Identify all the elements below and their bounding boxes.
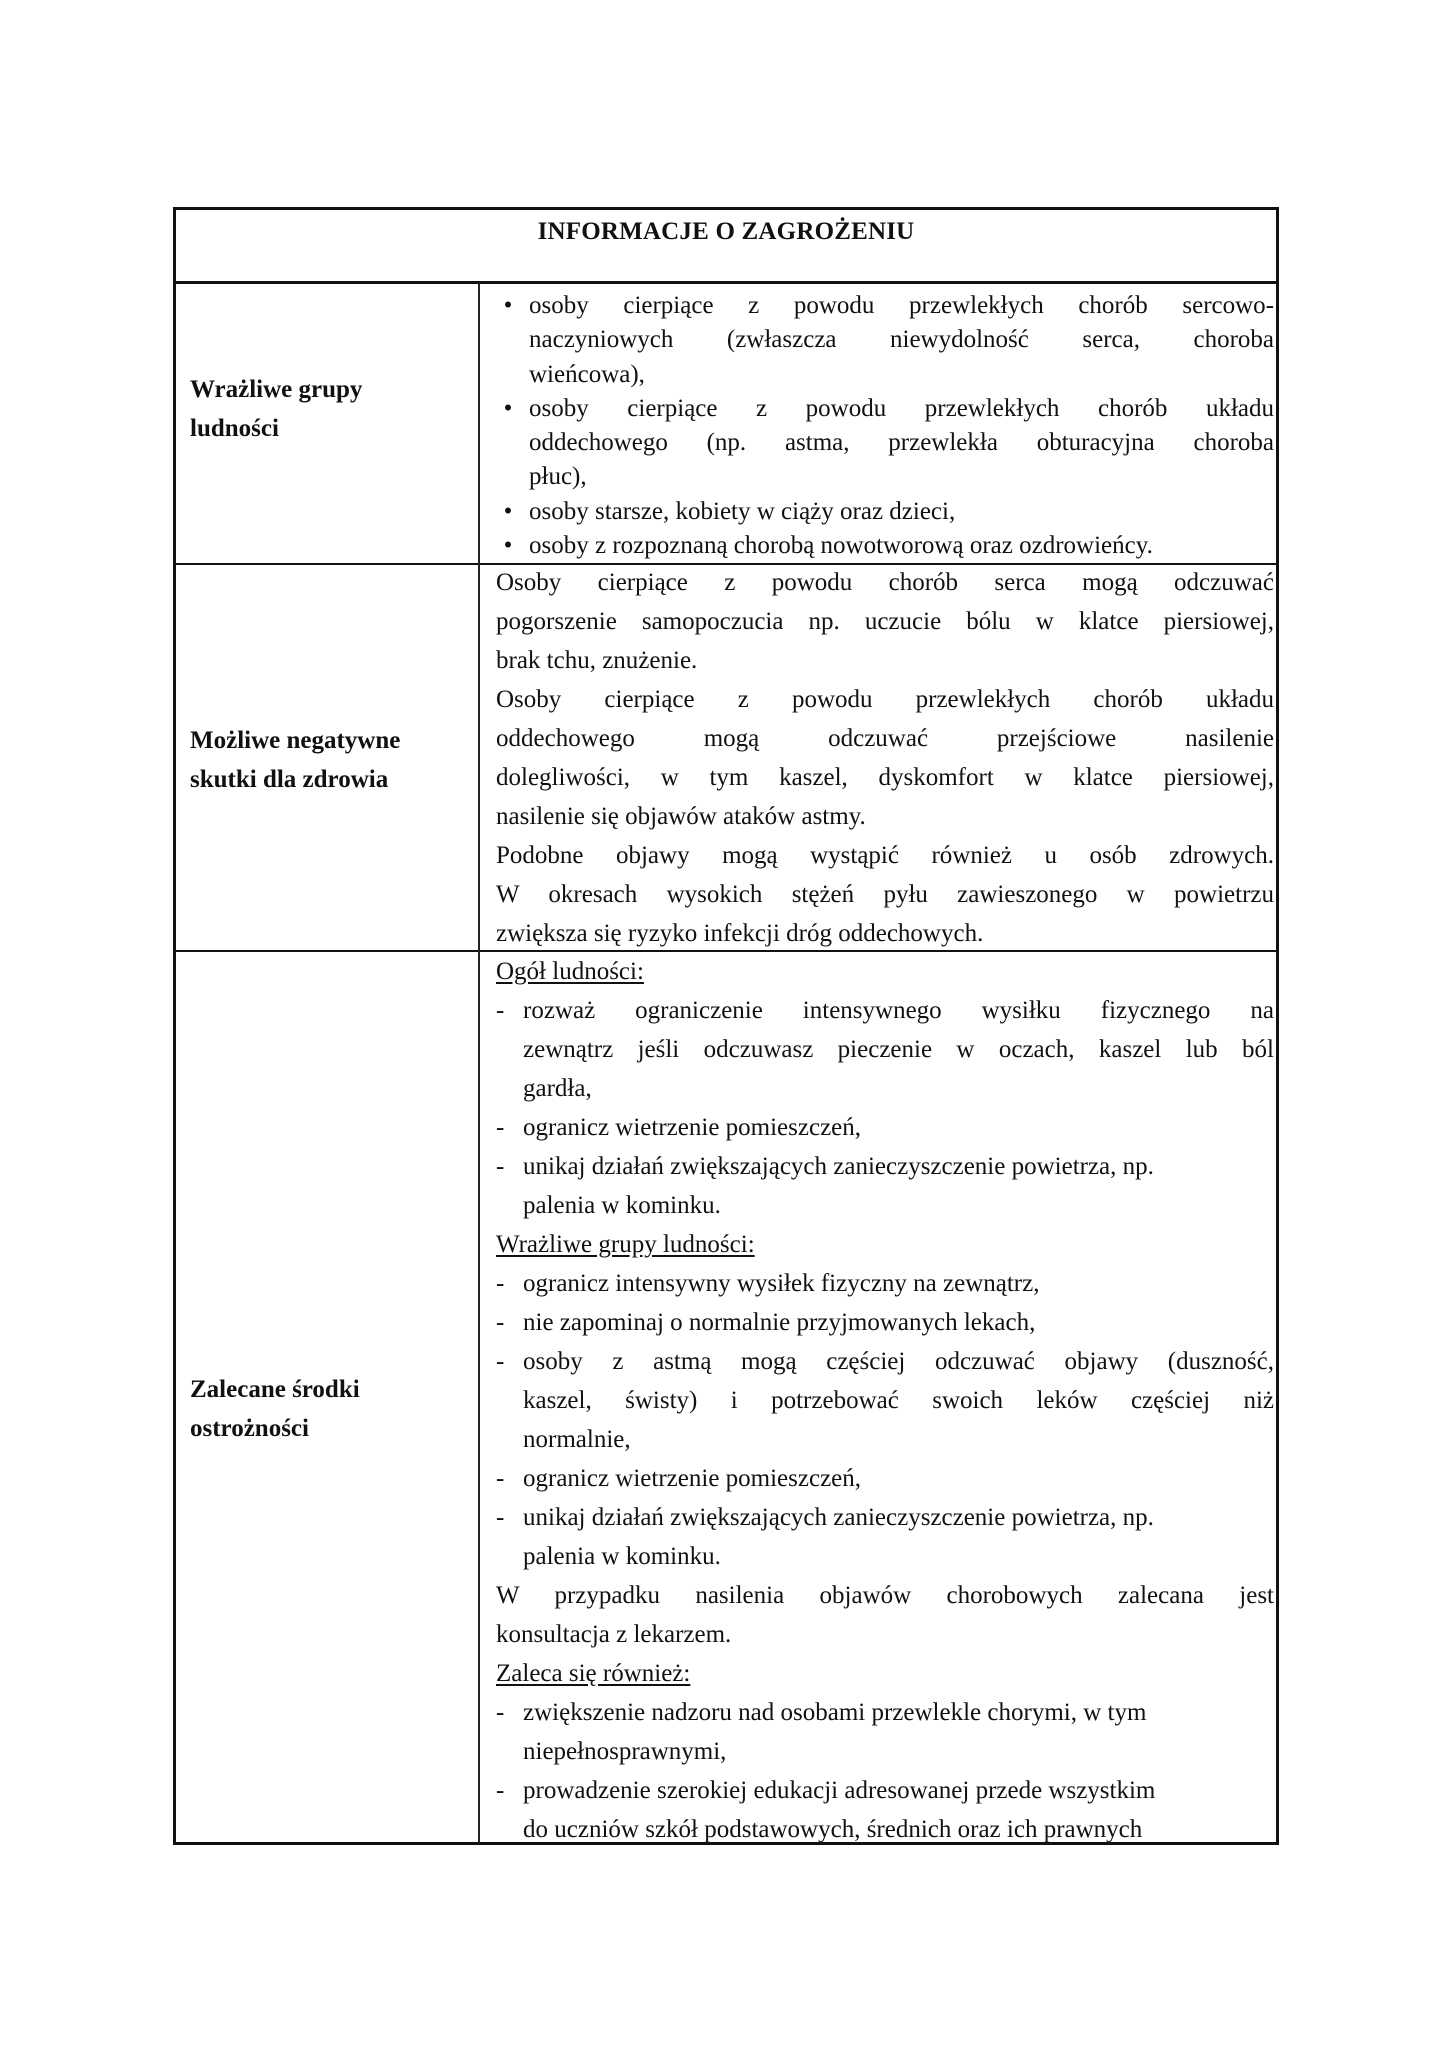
text-line: osoby cierpiące z powodu przewlekłych chorób sercowo- — [529, 292, 1274, 319]
doctor-consultation-note — [496, 1576, 1274, 1654]
vulnerable-groups-list — [496, 289, 1274, 563]
text-line: wieńcowa), — [529, 360, 645, 388]
text-line: ogranicz intensywny wysiłek fizyczny na zewnątrz, — [523, 1270, 1040, 1297]
text-line: prowadzenie szerokiej edukacji adresowanej przede wszystkim — [523, 1777, 1156, 1804]
text-line: palenia w kominku. — [523, 1543, 721, 1570]
text-line: dolegliwości, w tym kaszel, dyskomfort w klatce piersiowej, — [496, 764, 1274, 791]
text-line: ogranicz wietrzenie pomieszczeń, — [523, 1114, 862, 1141]
dash-icon: - — [496, 1504, 505, 1531]
dash-icon: - — [496, 1348, 505, 1375]
text-line: oddechowego (np. astma, przewlekła obturacyjna choroba — [529, 429, 1274, 457]
label-line: ludności — [190, 415, 279, 442]
section-vulnerable-groups — [496, 1225, 1274, 1654]
text-line: Osoby cierpiące z powodu przewlekłych chorób układu — [496, 686, 1274, 713]
table-title: INFORMACJE O ZAGROŻENIU — [537, 218, 915, 245]
label-line: skutki dla zdrowia — [190, 766, 389, 793]
section-heading: Ogół ludności: — [496, 958, 644, 985]
section-heading: Wrażliwe grupy ludności: — [496, 1231, 755, 1258]
list-item — [496, 1147, 1274, 1225]
dash-icon: - — [496, 1699, 505, 1726]
list-item — [496, 1108, 1274, 1147]
list-item — [496, 495, 1274, 529]
text-line: rozważ ograniczenie intensywnego wysiłku fizycznego na — [523, 997, 1274, 1024]
label-line: ostrożności — [190, 1415, 309, 1442]
row-label-vulnerable-groups — [190, 370, 470, 448]
bullet-icon: • — [503, 292, 513, 319]
text-line: osoby cierpiące z powodu przewlekłych chorób układu — [529, 394, 1274, 422]
text-line: nasilenie się objawów ataków astmy. — [496, 803, 866, 830]
dash-icon: - — [496, 1114, 505, 1141]
dash-icon: - — [496, 1309, 505, 1336]
dash-icon: - — [496, 1270, 505, 1297]
text-line: Osoby cierpiące z powodu chorób serca mogą odczuwać — [496, 569, 1274, 596]
row-label-health-effects — [190, 721, 470, 799]
list-item — [496, 1498, 1274, 1576]
label-line: Wrażliwe grupy — [190, 376, 363, 403]
list-item — [496, 1693, 1274, 1771]
paragraph — [496, 836, 1274, 953]
bullet-icon: • — [503, 394, 513, 422]
text-line: ogranicz wietrzenie pomieszczeń, — [523, 1465, 862, 1492]
dash-icon: - — [496, 1777, 505, 1804]
text-line: naczyniowych (zwłaszcza niewydolność serca, choroba — [529, 326, 1274, 354]
precautions-text — [496, 952, 1274, 1849]
list-item — [496, 529, 1274, 563]
list-item — [496, 1264, 1274, 1303]
section-also-recommended — [496, 1654, 1274, 1849]
dash-icon: - — [496, 997, 505, 1024]
list-item — [496, 1459, 1274, 1498]
text-line: brak tchu, znużenie. — [496, 647, 698, 674]
text-line: zewnątrz jeśli odczuwasz pieczenie w oczach, kaszel lub ból — [523, 1036, 1274, 1063]
column-divider — [478, 283, 480, 1843]
text-line: konsultacja z lekarzem. — [496, 1621, 732, 1648]
paragraph — [496, 680, 1274, 836]
text-line: osoby z astmą mogą częściej odczuwać objawy (duszność, — [523, 1348, 1274, 1375]
text-line: osoby starsze, kobiety w ciąży oraz dzieci, — [529, 497, 956, 525]
text-line: płuc), — [529, 463, 587, 491]
text-line: unikaj działań zwiększających zanieczyszczenie powietrza, np. — [523, 1504, 1154, 1531]
label-line: Możliwe negatywne — [190, 727, 401, 754]
list-item — [496, 289, 1274, 392]
text-line: Podobne objawy mogą wystąpić również u osób zdrowych. — [496, 842, 1274, 869]
row-label-precautions — [190, 1370, 470, 1448]
dash-icon: - — [496, 1153, 505, 1180]
list-item — [496, 1771, 1274, 1849]
text-line: do uczniów szkół podstawowych, średnich oraz ich prawnych — [523, 1816, 1143, 1843]
list-item — [496, 1342, 1274, 1459]
section-general-population — [496, 952, 1274, 1225]
header-divider — [173, 281, 1279, 284]
text-line: palenia w kominku. — [523, 1192, 721, 1219]
bullet-icon: • — [503, 497, 513, 525]
text-line: oddechowego mogą odczuwać przejściowe nasilenie — [496, 725, 1274, 752]
list-item — [496, 991, 1274, 1108]
text-line: osoby z rozpoznaną chorobą nowotworową oraz ozdrowieńcy. — [529, 532, 1153, 560]
health-effects-text — [496, 563, 1274, 953]
text-line: niepełnosprawnymi, — [523, 1738, 727, 1765]
text-line: gardła, — [523, 1075, 592, 1102]
label-line: Zalecane środki — [190, 1376, 360, 1403]
paragraph — [496, 563, 1274, 680]
text-line: nie zapominaj o normalnie przyjmowanych lekach, — [523, 1309, 1036, 1336]
list-item — [496, 1303, 1274, 1342]
text-line: zwiększenie nadzoru nad osobami przewlekle chorymi, w tym — [523, 1699, 1147, 1726]
text-line: W przypadku nasilenia objawów chorobowych zalecana jest — [496, 1582, 1274, 1609]
section-heading: Zaleca się również: — [496, 1660, 691, 1687]
dash-icon: - — [496, 1465, 505, 1492]
bullet-icon: • — [503, 532, 513, 560]
text-line: pogorszenie samopoczucia np. uczucie bólu w klatce piersiowej, — [496, 608, 1274, 635]
text-line: kaszel, świsty) i potrzebować swoich leków częściej niż — [523, 1387, 1274, 1414]
text-line: normalnie, — [523, 1426, 631, 1453]
text-line: unikaj działań zwiększających zanieczyszczenie powietrza, np. — [523, 1153, 1154, 1180]
text-line: W okresach wysokich stężeń pyłu zawieszonego w powietrzu — [496, 881, 1274, 908]
list-item — [496, 392, 1274, 495]
text-line: zwiększa się ryzyko infekcji dróg oddechowych. — [496, 920, 984, 947]
